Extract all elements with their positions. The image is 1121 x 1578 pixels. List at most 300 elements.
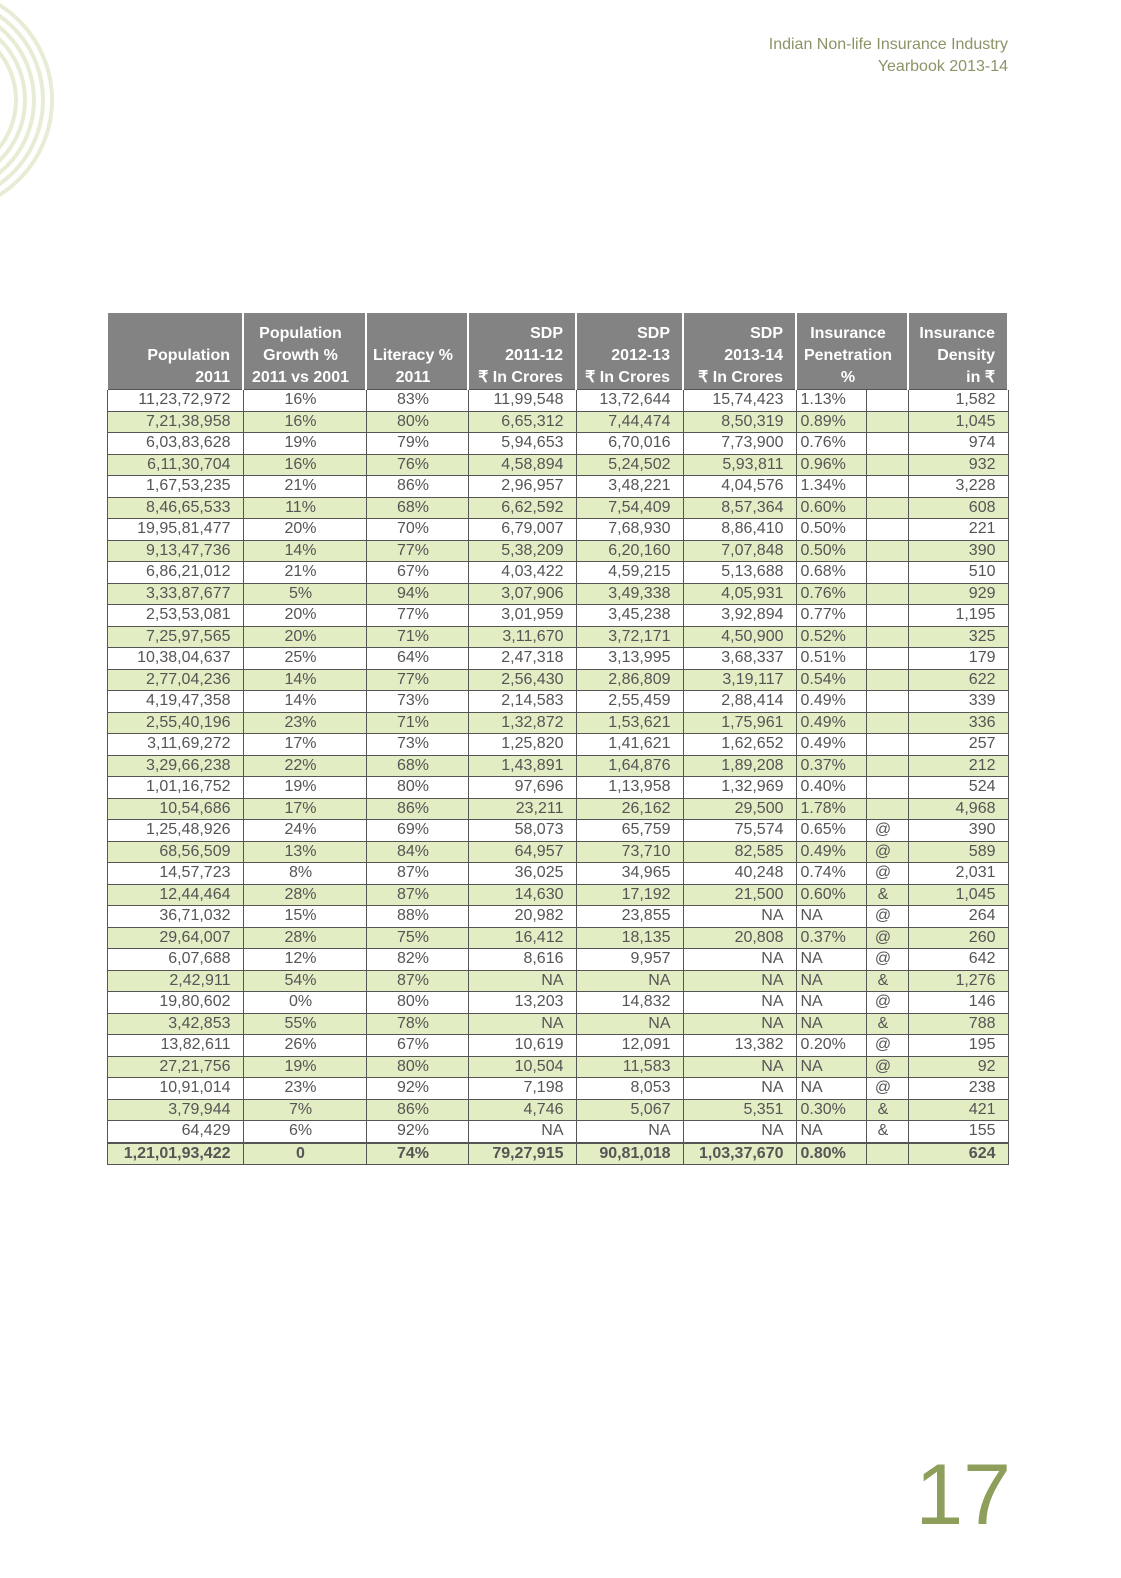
table-cell xyxy=(866,390,908,412)
table-cell: 21,500 xyxy=(683,884,796,906)
table-cell: 65,759 xyxy=(576,820,683,842)
table-cell: 78% xyxy=(366,1013,468,1035)
table-cell: 6,62,592 xyxy=(468,497,576,519)
table-cell xyxy=(866,519,908,541)
table-row xyxy=(107,1121,1008,1143)
table-cell: NA xyxy=(468,1121,576,1143)
table-cell: 15% xyxy=(243,906,366,928)
table-cell: 336 xyxy=(908,712,1008,734)
table-cell: NA xyxy=(796,1078,866,1100)
table-cell: 13,72,644 xyxy=(576,390,683,412)
table-cell: 2,53,53,081 xyxy=(107,605,243,627)
table-cell: 0.49% xyxy=(796,841,866,863)
table-cell: 6,79,007 xyxy=(468,519,576,541)
table-cell: 21% xyxy=(243,476,366,498)
table-cell: 4,04,576 xyxy=(683,476,796,498)
table-cell: 15,74,423 xyxy=(683,390,796,412)
table-row xyxy=(107,626,1008,648)
table-row xyxy=(107,562,1008,584)
table-cell: 79,27,915 xyxy=(468,1143,576,1165)
table-cell xyxy=(866,497,908,519)
table-cell: 5,13,688 xyxy=(683,562,796,584)
table-cell: 11,99,548 xyxy=(468,390,576,412)
table-cell: 0.76% xyxy=(796,583,866,605)
table-cell: NA xyxy=(683,970,796,992)
table-cell: 12% xyxy=(243,949,366,971)
table-cell xyxy=(866,411,908,433)
page-number: 17 xyxy=(915,1447,1011,1543)
column-header-line: Insurance xyxy=(810,325,886,342)
table-cell: 155 xyxy=(908,1121,1008,1143)
column-header xyxy=(796,313,908,390)
table-cell: 23% xyxy=(243,1078,366,1100)
table-cell: 0.51% xyxy=(796,648,866,670)
table-cell: 5,067 xyxy=(576,1099,683,1121)
table-cell: 14% xyxy=(243,669,366,691)
table-row xyxy=(107,1099,1008,1121)
table-cell: 6,20,160 xyxy=(576,540,683,562)
table-cell: NA xyxy=(796,992,866,1014)
table-row xyxy=(107,605,1008,627)
table-cell: 0.80% xyxy=(796,1143,866,1165)
table-cell: 82% xyxy=(366,949,468,971)
table-cell: 0.37% xyxy=(796,927,866,949)
table-cell: 0.65% xyxy=(796,820,866,842)
table-cell: & xyxy=(866,884,908,906)
table-cell: 23,211 xyxy=(468,798,576,820)
table-cell: 1,21,01,93,422 xyxy=(107,1143,243,1165)
table-cell: 1.78% xyxy=(796,798,866,820)
table-cell: 27,21,756 xyxy=(107,1056,243,1078)
table-cell xyxy=(866,712,908,734)
table-row xyxy=(107,1035,1008,1057)
table-cell: 510 xyxy=(908,562,1008,584)
total-row xyxy=(107,1143,1008,1165)
table-cell xyxy=(866,433,908,455)
table-cell: 1.34% xyxy=(796,476,866,498)
table-cell: @ xyxy=(866,949,908,971)
table-cell: 8,46,65,533 xyxy=(107,497,243,519)
table-cell: 6,11,30,704 xyxy=(107,454,243,476)
table-row xyxy=(107,583,1008,605)
column-header xyxy=(683,313,796,390)
table-cell: 21% xyxy=(243,562,366,584)
table-row xyxy=(107,691,1008,713)
table-row xyxy=(107,884,1008,906)
table-cell: 77% xyxy=(366,605,468,627)
table-cell: 788 xyxy=(908,1013,1008,1035)
table-cell xyxy=(866,454,908,476)
table-cell: NA xyxy=(468,1013,576,1035)
table-cell: 195 xyxy=(908,1035,1008,1057)
table-cell: 3,11,670 xyxy=(468,626,576,648)
table-cell: 1,64,876 xyxy=(576,755,683,777)
table-cell: 7,73,900 xyxy=(683,433,796,455)
table-cell: 6,86,21,012 xyxy=(107,562,243,584)
table-cell: 64,429 xyxy=(107,1121,243,1143)
table-row xyxy=(107,949,1008,971)
column-header xyxy=(243,313,366,390)
table-cell: 16% xyxy=(243,454,366,476)
table-cell: 11,583 xyxy=(576,1056,683,1078)
table-cell: 221 xyxy=(908,519,1008,541)
statistics-table xyxy=(106,313,1009,1165)
table-cell: 14,832 xyxy=(576,992,683,1014)
table-cell: 179 xyxy=(908,648,1008,670)
table-cell: 4,05,931 xyxy=(683,583,796,605)
table-cell: 20% xyxy=(243,626,366,648)
column-header-line: SDP xyxy=(637,325,670,342)
column-header-line: 2011 xyxy=(195,369,230,386)
table-cell: 87% xyxy=(366,863,468,885)
table-cell: 2,031 xyxy=(908,863,1008,885)
table-cell: 10,619 xyxy=(468,1035,576,1057)
table-cell: 2,55,459 xyxy=(576,691,683,713)
table-cell: 13,203 xyxy=(468,992,576,1014)
table-cell: 29,64,007 xyxy=(107,927,243,949)
table-cell: 17% xyxy=(243,734,366,756)
table-row xyxy=(107,906,1008,928)
table-cell: 14% xyxy=(243,540,366,562)
table-cell: 390 xyxy=(908,540,1008,562)
table-cell: 11% xyxy=(243,497,366,519)
table-cell: 1,32,872 xyxy=(468,712,576,734)
table-cell: 325 xyxy=(908,626,1008,648)
table-cell xyxy=(866,755,908,777)
table-cell: 974 xyxy=(908,433,1008,455)
table-cell: 86% xyxy=(366,1099,468,1121)
column-header-line: Penetration xyxy=(803,347,892,364)
table-cell: 0.30% xyxy=(796,1099,866,1121)
table-cell: 25% xyxy=(243,648,366,670)
table-cell: 2,56,430 xyxy=(468,669,576,691)
table-cell: 8,053 xyxy=(576,1078,683,1100)
column-header-line: in ₹ xyxy=(966,369,995,386)
table-cell: 390 xyxy=(908,820,1008,842)
table-cell: 5,93,811 xyxy=(683,454,796,476)
table-cell: 26% xyxy=(243,1035,366,1057)
table-cell: NA xyxy=(683,949,796,971)
table-cell: 7,07,848 xyxy=(683,540,796,562)
table-cell xyxy=(866,540,908,562)
column-header xyxy=(576,313,683,390)
table-cell: NA xyxy=(683,992,796,1014)
table-cell: 83% xyxy=(366,390,468,412)
table-cell: 0.89% xyxy=(796,411,866,433)
table-cell: 7,198 xyxy=(468,1078,576,1100)
table-cell: 4,19,47,358 xyxy=(107,691,243,713)
header-line-2: Yearbook 2013-14 xyxy=(877,58,1008,75)
table-cell: 3,45,238 xyxy=(576,605,683,627)
table-cell: 73,710 xyxy=(576,841,683,863)
column-header-line: ₹ In Crores xyxy=(585,369,670,386)
table-cell: 4,746 xyxy=(468,1099,576,1121)
table-cell: 19% xyxy=(243,433,366,455)
table-row xyxy=(107,992,1008,1014)
table-cell: 1,03,37,670 xyxy=(683,1143,796,1165)
table-cell: 23% xyxy=(243,712,366,734)
table-cell: 80% xyxy=(366,777,468,799)
table-cell: NA xyxy=(683,1121,796,1143)
table-cell: 3,49,338 xyxy=(576,583,683,605)
table-cell xyxy=(866,648,908,670)
page-header xyxy=(769,34,1008,78)
table-cell: 79% xyxy=(366,433,468,455)
table-cell: 28% xyxy=(243,884,366,906)
table-cell: 16% xyxy=(243,411,366,433)
table-row xyxy=(107,927,1008,949)
column-header-line: % xyxy=(840,369,856,386)
table-cell xyxy=(866,777,908,799)
table-cell: 40,248 xyxy=(683,863,796,885)
column-header-line: 2011 xyxy=(395,369,431,386)
table-cell: 8,616 xyxy=(468,949,576,971)
table-cell: 74% xyxy=(366,1143,468,1165)
table-cell: 2,96,957 xyxy=(468,476,576,498)
table-cell: 0.76% xyxy=(796,433,866,455)
table-row xyxy=(107,734,1008,756)
table-cell: NA xyxy=(796,1056,866,1078)
table-cell xyxy=(866,626,908,648)
table-cell: 5,24,502 xyxy=(576,454,683,476)
table-row xyxy=(107,390,1008,412)
table-cell: @ xyxy=(866,863,908,885)
table-row xyxy=(107,669,1008,691)
table-cell: 0.74% xyxy=(796,863,866,885)
table-cell: 5,351 xyxy=(683,1099,796,1121)
table-cell: 17% xyxy=(243,798,366,820)
table-cell: 36,71,032 xyxy=(107,906,243,928)
table-cell xyxy=(866,476,908,498)
table-cell: 3,92,894 xyxy=(683,605,796,627)
table-cell: 0 xyxy=(243,1143,366,1165)
table-cell xyxy=(866,583,908,605)
table-cell: 10,54,686 xyxy=(107,798,243,820)
table-cell: 0.49% xyxy=(796,691,866,713)
table-cell: @ xyxy=(866,906,908,928)
table-cell: 3,79,944 xyxy=(107,1099,243,1121)
table-cell: 1,41,621 xyxy=(576,734,683,756)
table-cell: 0% xyxy=(243,992,366,1014)
table-cell: 3,13,995 xyxy=(576,648,683,670)
table-cell: 608 xyxy=(908,497,1008,519)
table-cell: 0.54% xyxy=(796,669,866,691)
table-cell: 17,192 xyxy=(576,884,683,906)
table-cell: 80% xyxy=(366,411,468,433)
table-cell: 4,50,900 xyxy=(683,626,796,648)
table-row xyxy=(107,798,1008,820)
table-row xyxy=(107,841,1008,863)
table-cell: @ xyxy=(866,1078,908,1100)
table-cell: 421 xyxy=(908,1099,1008,1121)
table-cell: 1,13,958 xyxy=(576,777,683,799)
table-cell: 77% xyxy=(366,540,468,562)
table-cell: & xyxy=(866,1099,908,1121)
table-cell: 0.52% xyxy=(796,626,866,648)
column-header-line: Insurance xyxy=(919,325,995,342)
table-cell: 2,55,40,196 xyxy=(107,712,243,734)
column-header-line: Literacy % xyxy=(372,347,454,364)
table-cell: 7% xyxy=(243,1099,366,1121)
table-cell: 9,13,47,736 xyxy=(107,540,243,562)
table-cell: 264 xyxy=(908,906,1008,928)
table-cell: NA xyxy=(683,1078,796,1100)
table-cell: 75% xyxy=(366,927,468,949)
table-cell: 64% xyxy=(366,648,468,670)
table-cell: 1.13% xyxy=(796,390,866,412)
table-cell: 6% xyxy=(243,1121,366,1143)
table-cell: 0.77% xyxy=(796,605,866,627)
table-cell: 5,38,209 xyxy=(468,540,576,562)
table-cell: 10,38,04,637 xyxy=(107,648,243,670)
table-cell xyxy=(866,734,908,756)
table-cell: 19% xyxy=(243,777,366,799)
table-cell: @ xyxy=(866,992,908,1014)
table-cell: 23,855 xyxy=(576,906,683,928)
table-row xyxy=(107,712,1008,734)
table-cell: 80% xyxy=(366,1056,468,1078)
table-cell: 9,957 xyxy=(576,949,683,971)
table-cell: 0.49% xyxy=(796,734,866,756)
table-cell: 7,44,474 xyxy=(576,411,683,433)
table-cell: 7,68,930 xyxy=(576,519,683,541)
table-cell: NA xyxy=(683,1056,796,1078)
table-cell: 82,585 xyxy=(683,841,796,863)
table-cell: 8,57,364 xyxy=(683,497,796,519)
column-header-line: ₹ In Crores xyxy=(478,369,563,386)
table-cell: 71% xyxy=(366,712,468,734)
table-header-row xyxy=(107,313,1008,390)
table-cell: 3,42,853 xyxy=(107,1013,243,1035)
table-cell: 212 xyxy=(908,755,1008,777)
table-cell: 0.50% xyxy=(796,519,866,541)
table-cell: 94% xyxy=(366,583,468,605)
table-cell: 0.37% xyxy=(796,755,866,777)
table-cell: 4,03,422 xyxy=(468,562,576,584)
column-header-line: 2011 vs 2001 xyxy=(252,369,349,386)
table-cell: 642 xyxy=(908,949,1008,971)
table-cell: 28% xyxy=(243,927,366,949)
column-header-line: 2012-13 xyxy=(611,347,670,364)
table-cell: 1,276 xyxy=(908,970,1008,992)
table-cell: 86% xyxy=(366,798,468,820)
table-cell: 0.49% xyxy=(796,712,866,734)
table-cell: @ xyxy=(866,927,908,949)
table-cell: @ xyxy=(866,1056,908,1078)
table-cell xyxy=(866,1143,908,1165)
table-cell: 1,43,891 xyxy=(468,755,576,777)
table-cell: 0.60% xyxy=(796,497,866,519)
table-cell: 19,95,81,477 xyxy=(107,519,243,541)
table-cell: 67% xyxy=(366,1035,468,1057)
table-cell: 68% xyxy=(366,497,468,519)
table-cell: 7,21,38,958 xyxy=(107,411,243,433)
table-cell: 29,500 xyxy=(683,798,796,820)
table-cell: 1,25,48,926 xyxy=(107,820,243,842)
table-cell: 19,80,602 xyxy=(107,992,243,1014)
table-cell: 1,67,53,235 xyxy=(107,476,243,498)
table-cell: 3,48,221 xyxy=(576,476,683,498)
column-header-line: Population xyxy=(259,325,342,342)
table-cell: 12,44,464 xyxy=(107,884,243,906)
table-cell: 1,53,621 xyxy=(576,712,683,734)
table-cell: NA xyxy=(576,970,683,992)
table-cell: NA xyxy=(796,949,866,971)
table-row xyxy=(107,820,1008,842)
table-cell: 8,50,319 xyxy=(683,411,796,433)
table-cell: 16% xyxy=(243,390,366,412)
table-cell: 22% xyxy=(243,755,366,777)
table-cell: 257 xyxy=(908,734,1008,756)
table-cell: 3,11,69,272 xyxy=(107,734,243,756)
table-cell: 1,045 xyxy=(908,411,1008,433)
table-cell: 68,56,509 xyxy=(107,841,243,863)
table-row xyxy=(107,1013,1008,1035)
column-header-line xyxy=(371,323,455,345)
table-cell: 12,091 xyxy=(576,1035,683,1057)
table-row xyxy=(107,648,1008,670)
table-body xyxy=(107,390,1008,1165)
table-cell: NA xyxy=(576,1013,683,1035)
table-cell: 77% xyxy=(366,669,468,691)
table-row xyxy=(107,777,1008,799)
table-cell: 11,23,72,972 xyxy=(107,390,243,412)
table-cell: 97,696 xyxy=(468,777,576,799)
table-cell: 339 xyxy=(908,691,1008,713)
table-cell: 67% xyxy=(366,562,468,584)
column-header-line: SDP xyxy=(530,325,563,342)
table-row xyxy=(107,1078,1008,1100)
table-cell: 3,33,87,677 xyxy=(107,583,243,605)
table-cell: 16,412 xyxy=(468,927,576,949)
table-cell: 0.40% xyxy=(796,777,866,799)
table-cell: 1,01,16,752 xyxy=(107,777,243,799)
table-cell: 6,70,016 xyxy=(576,433,683,455)
table-cell: 146 xyxy=(908,992,1008,1014)
column-header-line: 2013-14 xyxy=(724,347,783,364)
column-header-line: Density xyxy=(937,347,995,364)
table-row xyxy=(107,540,1008,562)
table-cell: 524 xyxy=(908,777,1008,799)
table-cell: 3,72,171 xyxy=(576,626,683,648)
table-cell: 64,957 xyxy=(468,841,576,863)
table-cell: 14% xyxy=(243,691,366,713)
table-cell: NA xyxy=(468,970,576,992)
table-cell: 3,07,906 xyxy=(468,583,576,605)
table-cell: 7,25,97,565 xyxy=(107,626,243,648)
table-cell: 260 xyxy=(908,927,1008,949)
column-header xyxy=(468,313,576,390)
table-cell: 10,504 xyxy=(468,1056,576,1078)
table-cell: 69% xyxy=(366,820,468,842)
table-cell: 4,58,894 xyxy=(468,454,576,476)
column-header-line: Growth % xyxy=(263,347,338,364)
table-cell: 2,88,414 xyxy=(683,691,796,713)
table-cell: 36,025 xyxy=(468,863,576,885)
table-cell: 5,94,653 xyxy=(468,433,576,455)
table-cell: 4,968 xyxy=(908,798,1008,820)
table-cell: 13% xyxy=(243,841,366,863)
table-cell: 14,630 xyxy=(468,884,576,906)
table-cell: 76% xyxy=(366,454,468,476)
table-cell: 90,81,018 xyxy=(576,1143,683,1165)
table-row xyxy=(107,970,1008,992)
decorative-arcs xyxy=(0,0,70,230)
table-cell: 34,965 xyxy=(576,863,683,885)
table-cell: 86% xyxy=(366,476,468,498)
table-cell: 87% xyxy=(366,884,468,906)
table-cell: & xyxy=(866,1013,908,1035)
